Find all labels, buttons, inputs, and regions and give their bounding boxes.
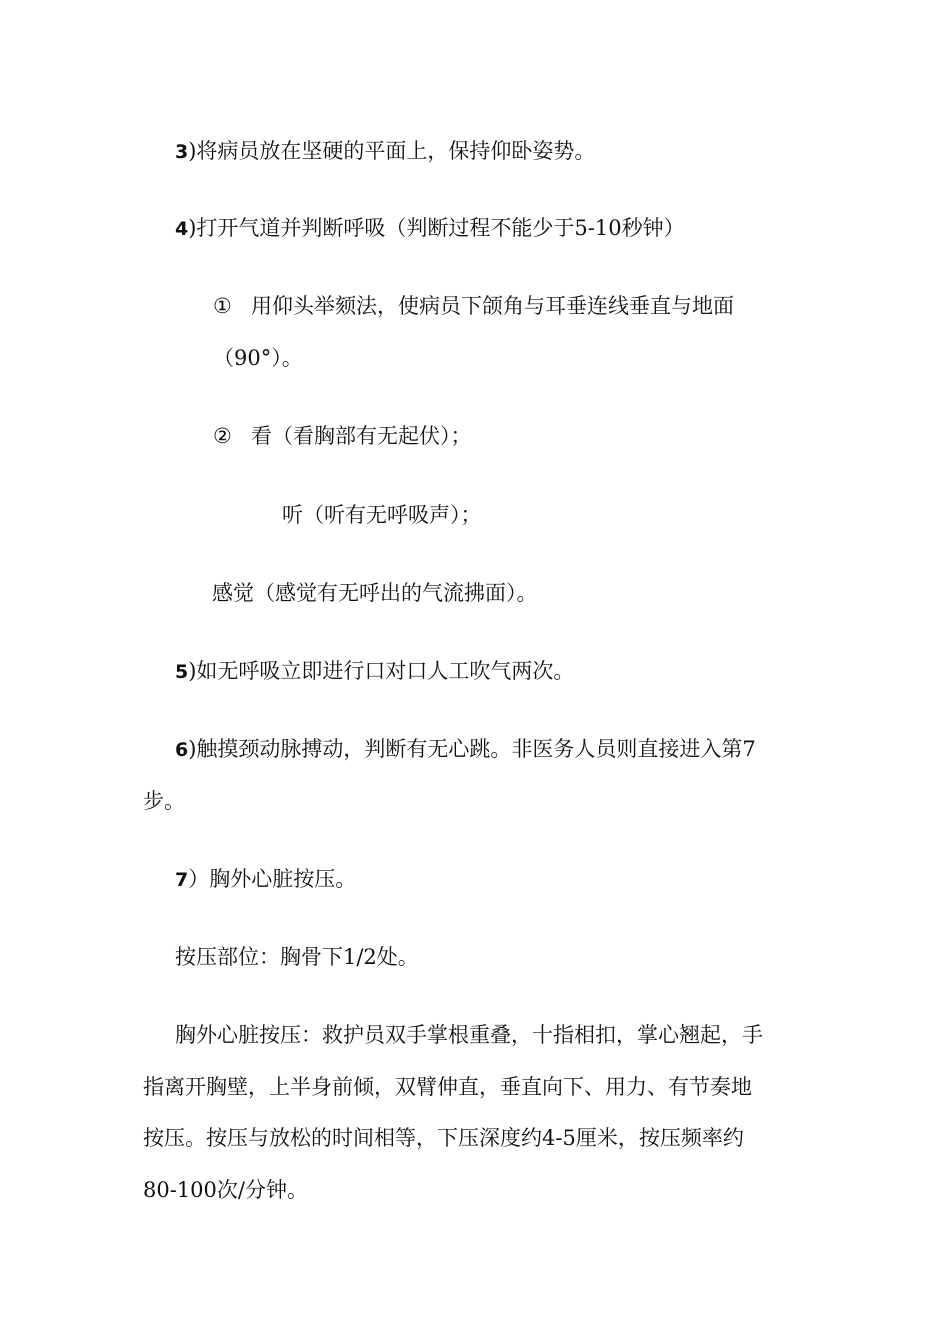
step-text: )将病员放在坚硬的平面上，保持仰卧姿势。: [188, 139, 596, 163]
step-text: 步。: [143, 789, 185, 813]
step-number: 5: [175, 661, 189, 683]
step-number: 4: [175, 218, 189, 240]
paragraph-text: 按压。按压与放松的时间相等，下压深度约4-5厘米，按压频率约: [143, 1126, 744, 1150]
substep-text: 看（看胸部有无起伏）；: [251, 424, 472, 448]
step-text: )如无呼吸立即进行口对口人工吹气两次。: [188, 659, 575, 683]
paragraph-text: 按压部位：胸骨下1/2处。: [175, 945, 419, 969]
step-text: )打开气道并判断呼吸（判断过程不能少于5-10秒钟）: [188, 216, 685, 240]
substep-text: 用仰头举颏法，使病员下颌角与耳垂连线垂直与地面: [251, 294, 734, 318]
substep-1: [213, 296, 734, 317]
step-6: [175, 739, 756, 760]
compression-paragraph-line-4: [143, 1180, 308, 1201]
circled-one-marker: ①: [213, 294, 232, 318]
paragraph-text: 指离开胸壁，上半身前倾，双臂伸直，垂直向下、用力、有节奏地: [143, 1075, 752, 1099]
compression-paragraph-line-2: [143, 1077, 752, 1098]
step-5: [175, 661, 574, 682]
substep-2-look: [213, 426, 472, 447]
substep-text: （90°）。: [213, 346, 303, 370]
compression-position: [175, 947, 419, 968]
compression-paragraph-line-1: [175, 1025, 763, 1046]
step-3: [175, 141, 595, 162]
compression-paragraph-line-3: [143, 1128, 744, 1149]
step-6-continued: [143, 791, 185, 812]
substep-2-feel: [212, 583, 538, 604]
substep-text: 感觉（感觉有无呼出的气流拂面）。: [212, 581, 538, 605]
step-text: )触摸颈动脉搏动，判断有无心跳。非医务人员则直接进入第7: [188, 737, 756, 761]
step-number: 6: [175, 739, 189, 761]
paragraph-text: 胸外心脏按压：救护员双手掌根重叠，十指相扣，掌心翘起，手: [175, 1023, 763, 1047]
substep-1-continued: [213, 348, 303, 369]
step-4: [175, 218, 685, 239]
step-7: [175, 869, 356, 890]
paragraph-text: 80-100次/分钟。: [143, 1178, 308, 1202]
step-number: 3: [175, 141, 189, 163]
step-number: 7: [175, 869, 189, 891]
step-text: ）胸外心脏按压。: [188, 867, 357, 891]
substep-text: 听（听有无呼吸声）；: [282, 503, 482, 527]
circled-two-marker: ②: [213, 424, 232, 448]
substep-2-listen: [282, 505, 482, 526]
